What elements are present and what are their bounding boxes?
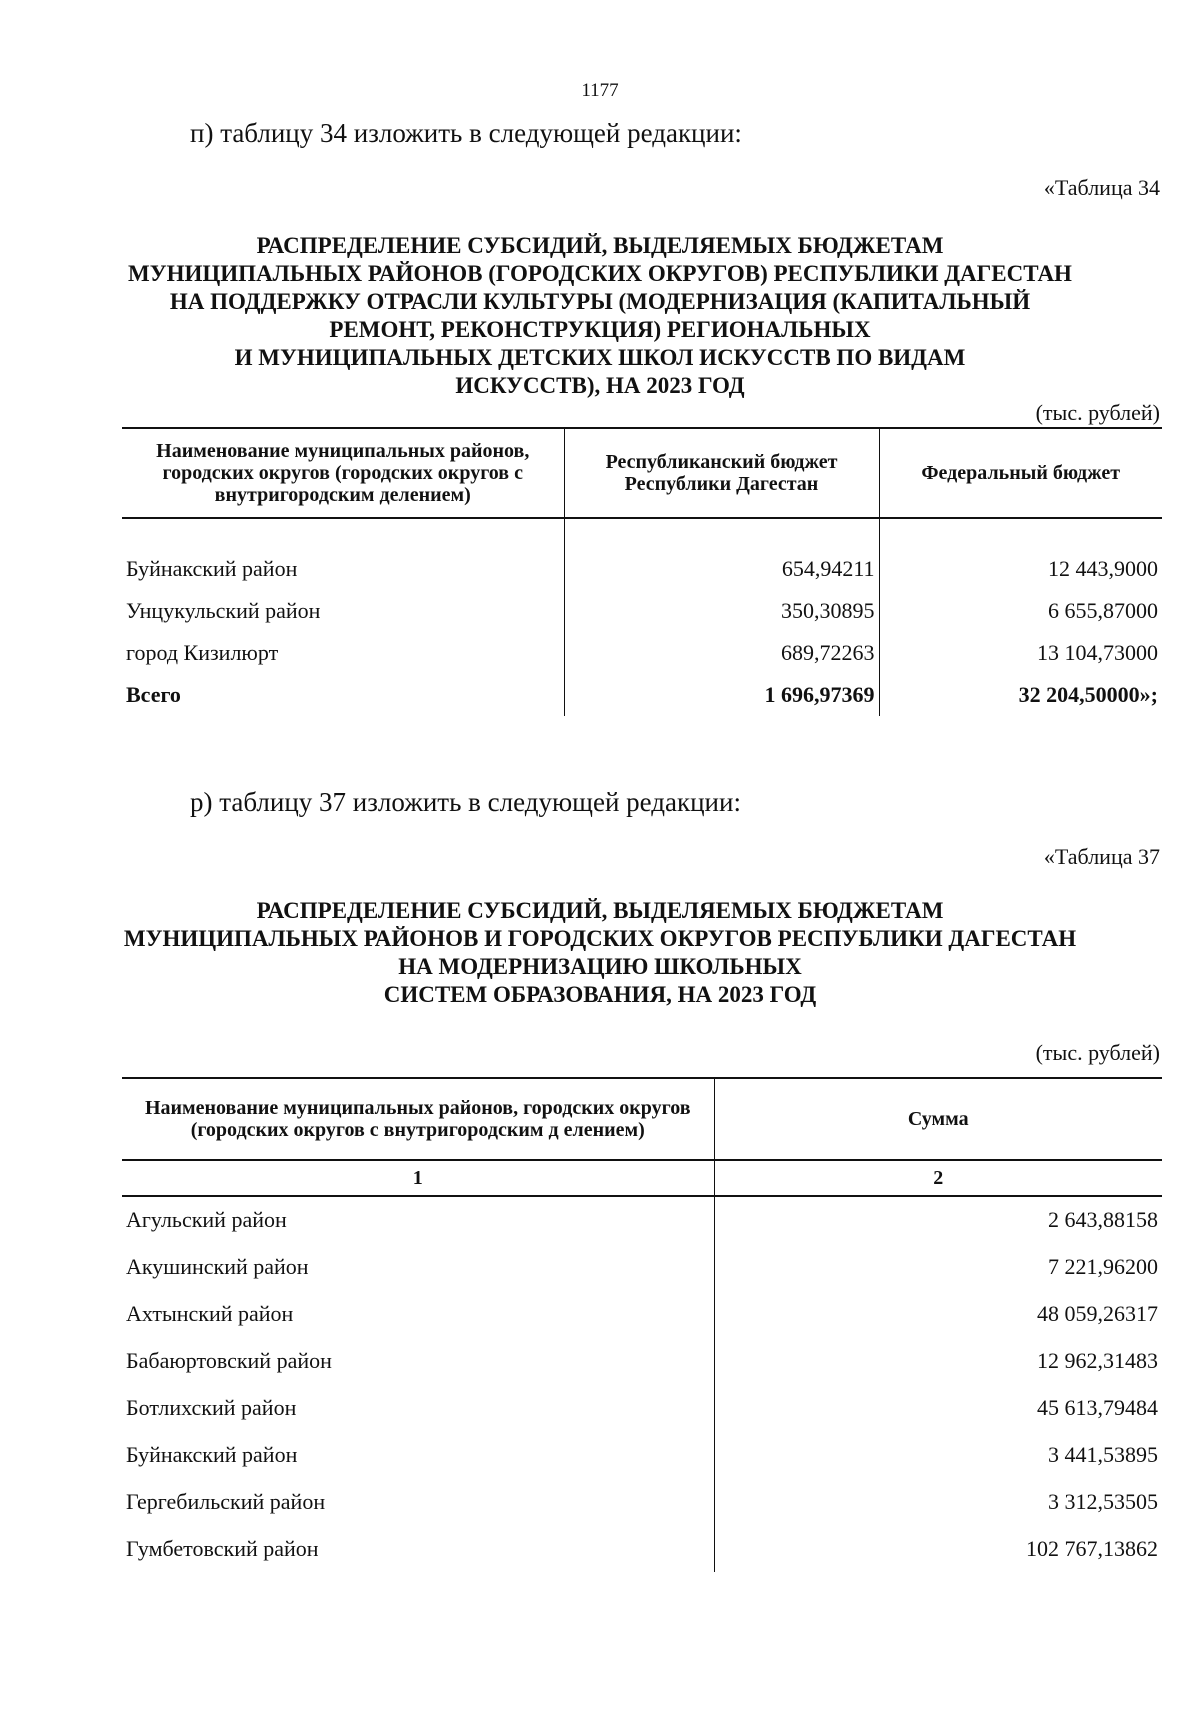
total-federal-budget: 32 204,50000»; [1018, 682, 1158, 707]
column-header-name: Наименование муниципальных районов, городских округов (городских округов с внутригородским делением) [122, 428, 564, 518]
sum-value: 48 059,26317 [1037, 1300, 1158, 1326]
heading-line: РЕМОНТ, РЕКОНСТРУКЦИЯ) РЕГИОНАЛЬНЫХ [329, 317, 871, 342]
heading-line: И МУНИЦИПАЛЬНЫХ ДЕТСКИХ ШКОЛ ИСКУССТВ ПО ВИДАМ [234, 345, 966, 370]
district-name: Акушинский район [122, 1243, 714, 1290]
district-name: Агульский район [122, 1196, 714, 1243]
table-row [122, 1431, 1162, 1478]
federal-budget-value: 12 443,9000 [1048, 556, 1158, 581]
table-row [122, 1384, 1162, 1431]
republic-budget-value: 689,72263 [564, 632, 879, 674]
sum-value: 7 221,96200 [1048, 1253, 1158, 1279]
table-34-heading [0, 232, 1200, 400]
total-label: Всего [122, 674, 564, 716]
heading-line: РАСПРЕДЕЛЕНИЕ СУБСИДИЙ, ВЫДЕЛЯЕМЫХ БЮДЖЕТАМ [256, 898, 944, 923]
sum-value: 3 312,53505 [1048, 1488, 1158, 1514]
table-34-reference: «Таблица 34 [1043, 175, 1160, 200]
district-name: Ботлихский район [122, 1384, 714, 1431]
sum-value: 2 643,88158 [1048, 1207, 1158, 1232]
table-row [122, 1478, 1162, 1525]
table-row [122, 548, 1162, 590]
heading-line: НА МОДЕРНИЗАЦИЮ ШКОЛЬНЫХ [398, 954, 802, 979]
heading-line: СИСТЕМ ОБРАЗОВАНИЯ, НА 2023 ГОД [383, 982, 817, 1007]
federal-budget-value: 6 655,87000 [1048, 598, 1158, 623]
table-row [122, 590, 1162, 632]
heading-line: РАСПРЕДЕЛЕНИЕ СУБСИДИЙ, ВЫДЕЛЯЕМЫХ БЮДЖЕТАМ [256, 233, 944, 258]
table-37 [122, 1077, 1162, 1572]
table-row [122, 632, 1162, 674]
column-header-republic-budget: Республиканский бюджет Республики Дагестан [564, 428, 879, 518]
section-r-intro: р) таблицу 37 изложить в следующей редакции: [190, 787, 741, 817]
section-p-intro: п) таблицу 34 изложить в следующей редакции: [190, 118, 742, 148]
sum-value: 12 962,31483 [1037, 1347, 1158, 1373]
district-name: Унцукульский район [122, 590, 564, 632]
column-header-federal-budget: Федеральный бюджет [879, 428, 1162, 518]
sum-value: 45 613,79484 [1037, 1394, 1158, 1420]
sum-value: 102 767,13862 [1026, 1535, 1158, 1561]
heading-line: МУНИЦИПАЛЬНЫХ РАЙОНОВ И ГОРОДСКИХ ОКРУГОВ РЕСПУБЛИКИ ДАГЕСТАН [123, 926, 1077, 951]
table-34-units: (тыс. рублей) [1035, 400, 1160, 425]
page-number: 1177 [581, 80, 619, 101]
total-republic-budget: 1 696,97369 [564, 674, 879, 716]
sum-value: 3 441,53895 [1048, 1441, 1158, 1467]
district-name: город Кизилюрт [122, 632, 564, 674]
table-34 [122, 427, 1162, 716]
table-row [122, 1243, 1162, 1290]
district-name: Бабаюртовский район [122, 1337, 714, 1384]
district-name: Гергебильский район [122, 1478, 714, 1525]
table-37-units: (тыс. рублей) [1035, 1040, 1160, 1065]
table-37-reference: «Таблица 37 [1043, 844, 1160, 869]
district-name: Ахтынский район [122, 1290, 714, 1337]
column-header-sum: Сумма [714, 1078, 1162, 1160]
column-number-2: 2 [714, 1160, 1162, 1196]
republic-budget-value: 350,30895 [564, 590, 879, 632]
table-total-row [122, 674, 1162, 716]
district-name: Буйнакский район [122, 548, 564, 590]
table-row [122, 1337, 1162, 1384]
heading-line: МУНИЦИПАЛЬНЫХ РАЙОНОВ (ГОРОДСКИХ ОКРУГОВ) РЕСПУБЛИКИ ДАГЕСТАН [128, 261, 1072, 286]
district-name: Буйнакский район [122, 1431, 714, 1478]
column-header-name: Наименование муниципальных районов, городских округов (городских округов с внутригородским д елением) [122, 1078, 714, 1160]
federal-budget-value: 13 104,73000 [1037, 640, 1158, 665]
heading-line: НА ПОДДЕРЖКУ ОТРАСЛИ КУЛЬТУРЫ (МОДЕРНИЗАЦИЯ (КАПИТАЛЬНЫЙ [169, 289, 1031, 314]
republic-budget-value: 654,94211 [564, 548, 879, 590]
heading-line: ИСКУССТВ), НА 2023 ГОД [455, 373, 745, 398]
column-number-1: 1 [122, 1160, 714, 1196]
table-row [122, 1525, 1162, 1572]
table-row [122, 1290, 1162, 1337]
table-37-heading [0, 897, 1200, 1009]
table-row [122, 1196, 1162, 1243]
district-name: Гумбетовский район [122, 1525, 714, 1572]
